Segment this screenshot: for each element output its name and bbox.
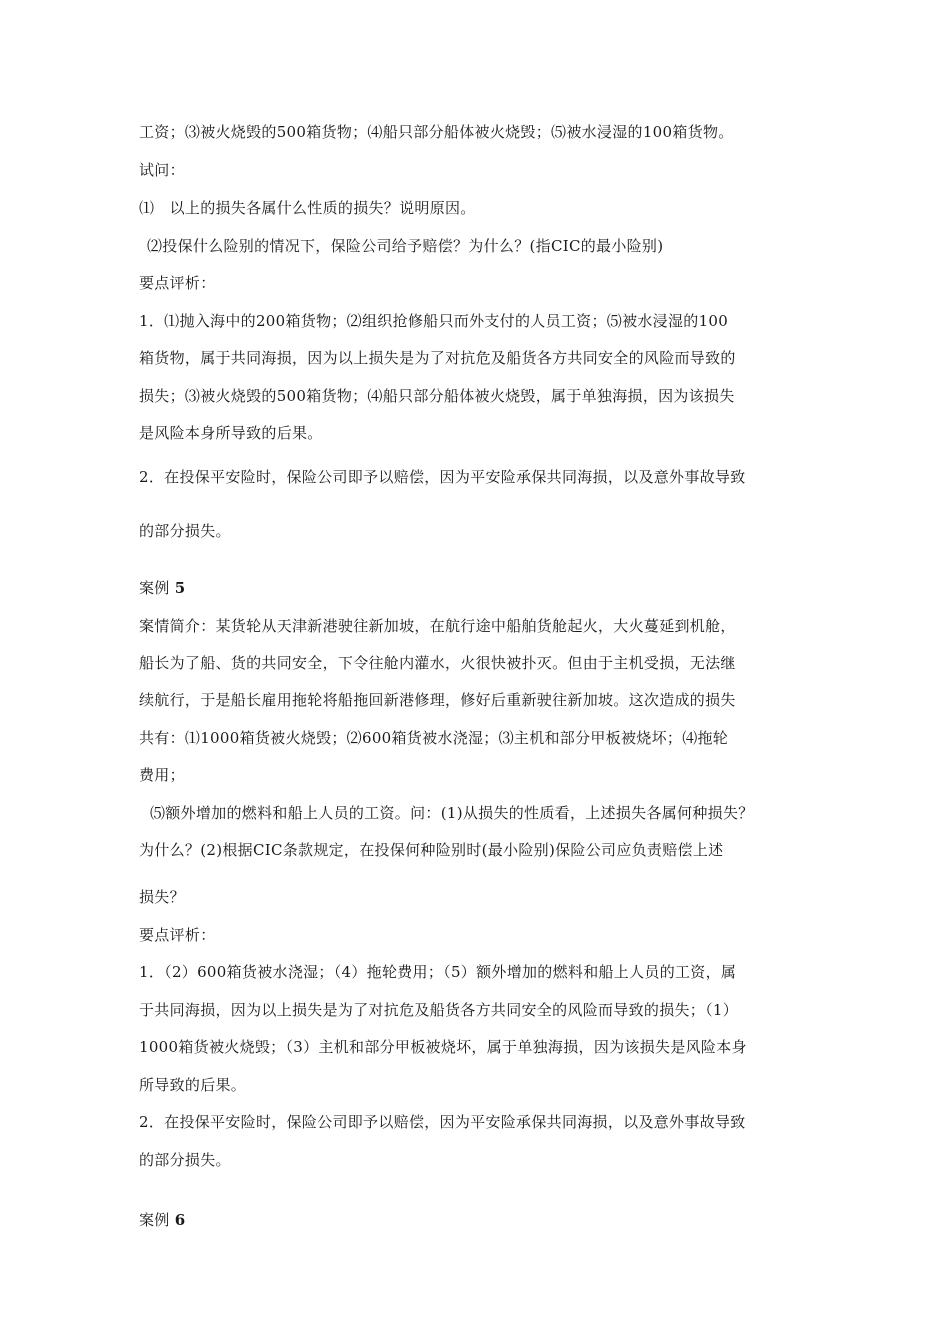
text-line: 是风险本身所导致的后果。 (139, 424, 323, 442)
text-line: 费用； (139, 766, 185, 784)
text-line: ⑵投保什么险别的情况下，保险公司给予赔偿？为什么？(指CIC的最小险别) (147, 237, 664, 255)
text-line: 于共同海损，因为以上损失是为了对抗危及船货各方共同安全的风险而导致的损失；（1） (139, 1001, 739, 1019)
text-line: 共有：⑴1000箱货被火烧毁；⑵600箱货被水浇湿；⑶主机和部分甲板被烧坏；⑷拖轮 (139, 729, 729, 747)
text-line: 所导致的后果。 (139, 1076, 247, 1094)
text-line: 试问： (139, 161, 185, 179)
text-line: 1．（2）600箱货被水浇湿；（4）拖轮费用；（5）额外增加的燃料和船上人员的工资，属 (139, 963, 737, 981)
text-line: 的部分损失。 (139, 1151, 231, 1169)
text-line: 续航行，于是船长雇用拖轮将船拖回新港修理，修好后重新驶往新加坡。这次造成的损失 (139, 691, 736, 709)
case-heading: 案例 6 (139, 1211, 186, 1229)
text-line: 箱货物，属于共同海损，因为以上损失是为了对抗危及船货各方共同安全的风险而导致的 (139, 349, 736, 367)
text-line: 船长为了船、货的共同安全，下令往舱内灌水，火很快被扑灭。但由于主机受损，无法继 (139, 654, 736, 672)
text-line: 2．在投保平安险时，保险公司即予以赔偿，因为平安险承保共同海损，以及意外事故导致 (139, 468, 746, 486)
text-line: 为什么？(2)根据CIC条款规定，在投保何种险别时(最小险别)保险公司应负责赔偿上述 (139, 841, 724, 859)
text-line: 1000箱货被火烧毁；（3）主机和部分甲板被烧坏，属于单独海损，因为该损失是风险本身 (139, 1038, 747, 1056)
text-line: 工资；⑶被火烧毁的500箱货物；⑷船只部分船体被火烧毁；⑸被水浸湿的100箱货物。 (139, 123, 734, 141)
text-line: 损失？ (139, 888, 185, 906)
text-line: 1．⑴抛入海中的200箱货物；⑵组织抢修船只而外支付的人员工资；⑸被水浸湿的100 (139, 312, 729, 330)
text-line: 案情简介：某货轮从天津新港驶往新加坡，在航行途中船舶货舱起火，大火蔓延到机舱， (139, 617, 736, 635)
case-heading: 案例 5 (139, 579, 186, 597)
text-line: 要点评析： (139, 926, 216, 944)
text-line: 的部分损失。 (139, 522, 231, 540)
text-line: ⑸额外增加的燃料和船上人员的工资。问：(1)从损失的性质看，上述损失各属何种损失？ (150, 804, 754, 822)
text-line: 2．在投保平安险时，保险公司即予以赔偿，因为平安险承保共同海损，以及意外事故导致 (139, 1113, 746, 1131)
text-line: 要点评析： (139, 274, 216, 292)
text-line: ⑴ 以上的损失各属什么性质的损失？说明原因。 (139, 199, 476, 217)
text-line: 损失；⑶被火烧毁的500箱货物；⑷船只部分船体被火烧毁，属于单独海损，因为该损失 (139, 387, 735, 405)
